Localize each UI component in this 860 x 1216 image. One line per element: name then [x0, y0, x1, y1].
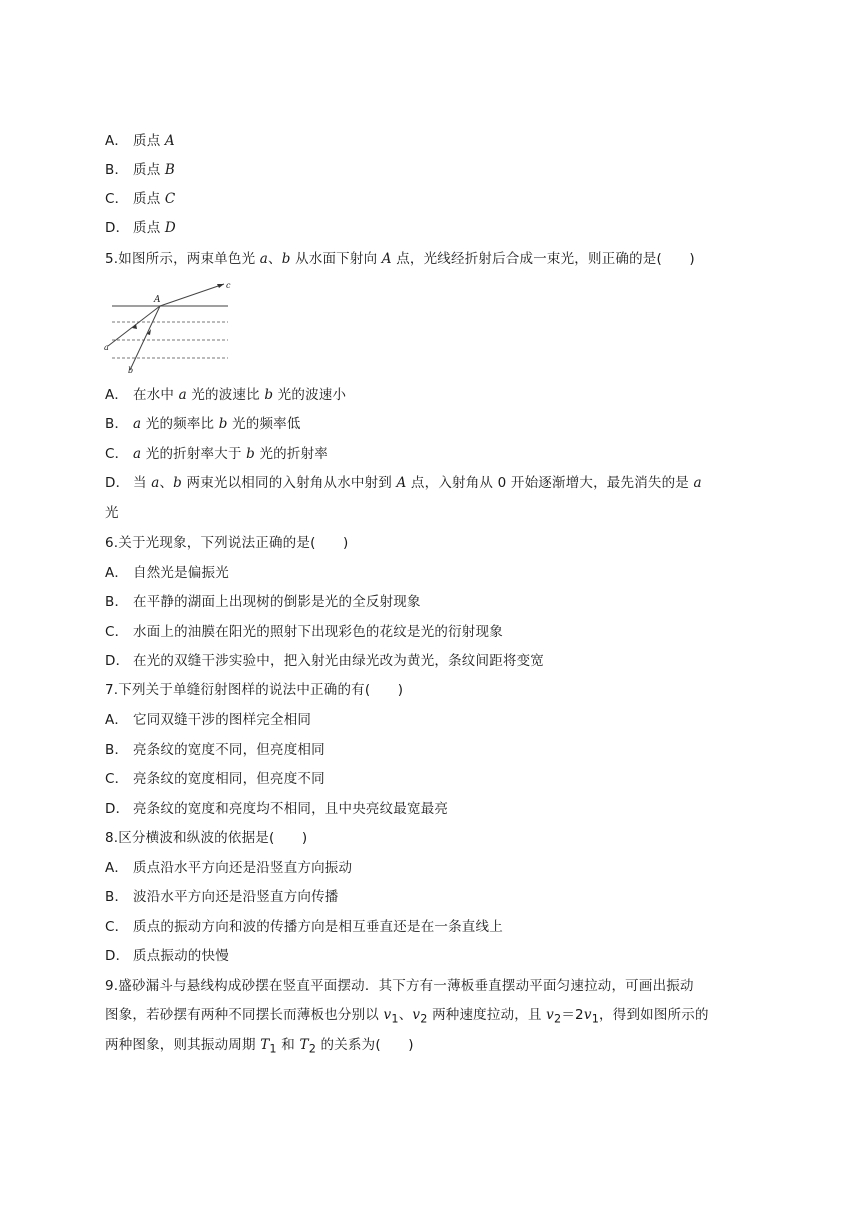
q4-option-d: D． 质点 D [105, 220, 176, 236]
q8-option-d: D． 质点振动的快慢 [105, 948, 229, 964]
q5-stem: 5.如图所示，两束单色光 a、b 从水面下射向 A 点，光线经折射后合成一束光，则正确的是( ) [105, 251, 695, 267]
q7-option-b: B． 亮条纹的宽度不同，但亮度相同 [105, 742, 325, 758]
label-a: a [104, 343, 109, 352]
ray-b [130, 306, 160, 370]
q8-option-c: C． 质点的振动方向和波的传播方向是相互垂直还是在一条直线上 [105, 919, 503, 935]
ray-c [160, 284, 224, 306]
q6-stem: 6.关于光现象，下列说法正确的是( ) [105, 535, 349, 551]
q7-stem: 7.下列关于单缝衍射图样的说法中正确的有( ) [105, 682, 404, 698]
q4-option-a: A． 质点 A [105, 133, 175, 149]
q9-stem-line1: 9.盛砂漏斗与悬线构成砂摆在竖直平面摆动．其下方有一薄板垂直摆动平面匀速拉动，可画出振动 [105, 978, 694, 994]
q4-option-b: B． 质点 B [105, 162, 176, 178]
label-c: c [226, 281, 231, 290]
q6-option-d: D． 在光的双缝干涉实验中，把入射光由绿光改为黄光，条纹间距将变宽 [105, 653, 544, 669]
q8-option-a: A． 质点沿水平方向还是沿竖直方向振动 [105, 860, 353, 876]
q5-option-c: C． a 光的折射率大于 b 光的折射率 [105, 446, 328, 462]
q5-option-b: B． a 光的频率比 b 光的频率低 [105, 416, 301, 432]
q7-option-d: D． 亮条纹的宽度和亮度均不相同，且中央亮纹最宽最亮 [105, 801, 449, 817]
q9-stem-line2: 图象，若砂摆有两种不同摆长而薄板也分别以 $v_1$、$v_2$ 两种速度拉动，且 $v_2=2v_1$，得到如图所示的 [105, 1007, 709, 1026]
q6-option-a: A． 自然光是偏振光 [105, 565, 229, 581]
label-A: A [154, 295, 161, 305]
q7-option-c: C． 亮条纹的宽度相同，但亮度不同 [105, 771, 325, 787]
q4-option-c: C． 质点 C [105, 191, 176, 207]
refraction-diagram [102, 278, 234, 374]
q6-option-b: B． 在平静的湖面上出现树的倒影是光的全反射现象 [105, 594, 421, 610]
ray-c-arrow [217, 284, 224, 288]
q7-option-a: A． 它同双缝干涉的图样完全相同 [105, 712, 312, 728]
q9-stem-line3: 两种图象，则其振动周期 $T_1$ 和 $T_2$ 的关系为( ) [105, 1037, 414, 1056]
q6-option-c: C． 水面上的油膜在阳光的照射下出现彩色的花纹是光的衍射现象 [105, 624, 503, 640]
q5-option-a: A． 在水中 a 光的波速比 b 光的波速小 [105, 387, 347, 403]
q5-option-d-continued: 光 [105, 505, 119, 521]
q8-stem: 8.区分横波和纵波的依据是( ) [105, 830, 308, 846]
label-b: b [128, 366, 134, 374]
q5-option-d: D． 当 a、b 两束光以相同的入射角从水中射到 A 点，入射角从 0 开始逐渐增大，最先消失的是 a [105, 475, 702, 491]
q8-option-b: B． 波沿水平方向还是沿竖直方向传播 [105, 889, 339, 905]
